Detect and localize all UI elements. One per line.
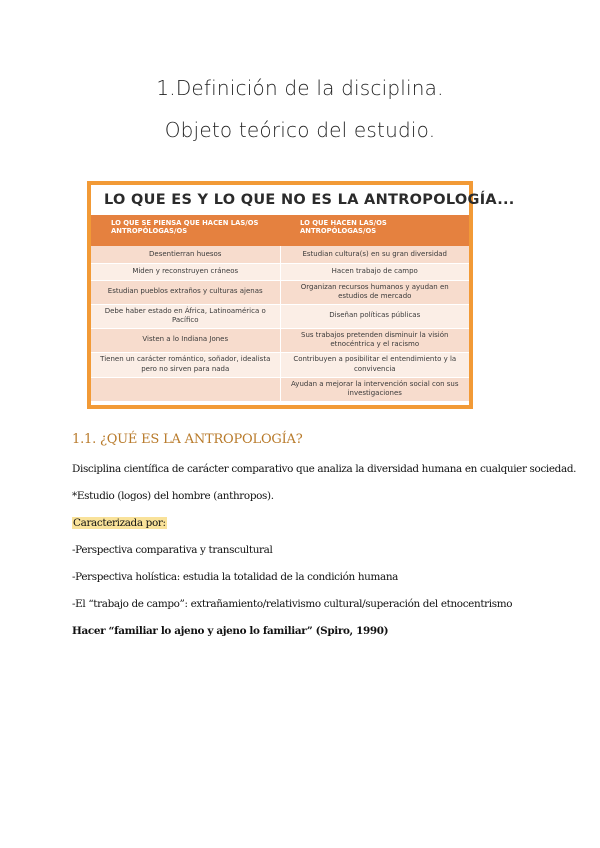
list-item: -Perspectiva comparativa y transcultural xyxy=(72,544,273,556)
figure-panel xyxy=(91,185,515,405)
table-row xyxy=(91,352,469,377)
comparison-table xyxy=(91,215,469,402)
section-heading: 1.1. ¿QUÉ ES LA ANTROPOLOGÍA? xyxy=(72,432,303,447)
table-cell xyxy=(91,377,280,401)
definition-paragraph: Disciplina científica de carácter comparativo que analiza la diversidad humana en cualquier sociedad. xyxy=(72,463,577,475)
column-header: LO QUE HACEN LAS/OS ANTROPÓLOGAS/OS xyxy=(280,215,469,246)
table-cell: Visten a lo Indiana Jones xyxy=(91,328,280,352)
table-row xyxy=(91,263,469,280)
table-cell: Estudian cultura(s) en su gran diversidad xyxy=(280,246,469,263)
column-header: LO QUE SE PIENSA QUE HACEN LAS/OS ANTROPÓLOGAS/OS xyxy=(91,215,280,246)
table-cell: Organizan recursos humanos y ayudan en estudios de mercado xyxy=(280,280,469,304)
table-cell: Desentierran huesos xyxy=(91,246,280,263)
highlighted-subheading: Caracterizada por: xyxy=(73,517,166,529)
table-cell: Sus trabajos pretenden disminuir la visión etnocéntrica y el racismo xyxy=(280,328,469,352)
table-row xyxy=(91,328,469,352)
quote-line: Hacer “familiar lo ajeno y ajeno lo familiar” (Spiro, 1990) xyxy=(72,625,389,637)
etymology-paragraph: *Estudio (logos) del hombre (anthropos). xyxy=(72,490,274,502)
table-cell: Diseñan políticas públicas xyxy=(280,304,469,328)
list-item: -El “trabajo de campo”: extrañamiento/relativismo cultural/superación del etnocentrismo xyxy=(72,598,513,610)
table-row xyxy=(91,246,469,263)
table-cell: Contribuyen a posibilitar el entendimiento y la convivencia xyxy=(280,352,469,377)
antropologia-figure xyxy=(87,181,515,409)
document-title-line1: 1.Definición de la disciplina. xyxy=(156,76,444,100)
list-item: -Perspectiva holística: estudia la totalidad de la condición humana xyxy=(72,571,399,583)
table-header-row xyxy=(91,215,469,246)
table-row xyxy=(91,280,469,304)
figure-heading: LO QUE ES Y LO QUE NO ES LA ANTROPOLOGÍA... xyxy=(104,192,515,208)
table-row xyxy=(91,377,469,401)
table-row xyxy=(91,304,469,328)
table-cell: Ayudan a mejorar la intervención social con sus investigaciones xyxy=(280,377,469,401)
table-cell: Hacen trabajo de campo xyxy=(280,263,469,280)
table-cell: Miden y reconstruyen cráneos xyxy=(91,263,280,280)
table-cell: Debe haber estado en África, Latinoamérica o Pacífico xyxy=(91,304,280,328)
table-cell: Estudian pueblos extraños y culturas ajenas xyxy=(91,280,280,304)
document-title-line2: Objeto teórico del estudio. xyxy=(164,118,436,142)
table-cell: Tienen un carácter romántico, soñador, idealista pero no sirven para nada xyxy=(91,352,280,377)
